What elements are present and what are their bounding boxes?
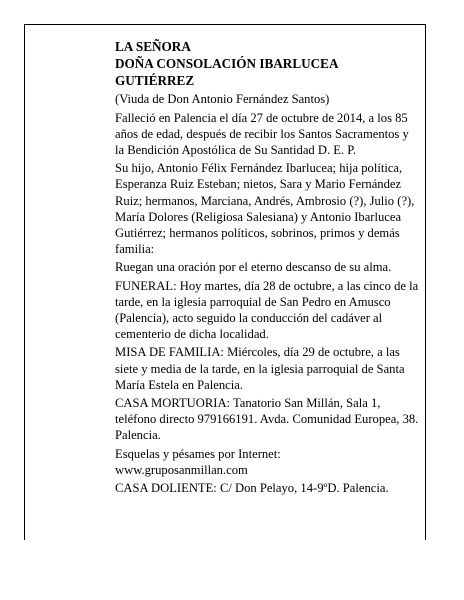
obituary-notice bbox=[24, 24, 426, 540]
mourning-house: CASA DOLIENTE: C/ Don Pelayo, 14-9ºD. Palencia. bbox=[115, 481, 389, 496]
family-list: Su hijo, Antonio Félix Fernández Ibarlucea; hija política, Esperanza Ruiz Esteban; nietos, Sara y Mario Fernández Ruiz; hermanos, Marciana, Andrés, Ambrosio (?), Julio (?), María Dolores (Religiosa Salesiana) y Antonio Ibarlucea Gutiérrez; hermanos políticos, sobrinos, primos y demás familia: bbox=[115, 161, 415, 257]
title-line-1: LA SEÑORA bbox=[115, 39, 191, 54]
internet-url: www.gruposanmillan.com bbox=[115, 462, 248, 477]
prayer-request: Ruegan una oración por el eterno descanso de su alma. bbox=[115, 260, 392, 275]
widow-of: (Viuda de Don Antonio Fernández Santos) bbox=[115, 92, 330, 107]
rip: D. E. P. bbox=[317, 143, 357, 157]
obituary-heading bbox=[115, 39, 419, 89]
obituary-content bbox=[115, 39, 419, 498]
deceased-name: DOÑA CONSOLACIÓN IBARLUCEA GUTIÉRREZ bbox=[115, 55, 338, 88]
death-announcement bbox=[115, 110, 419, 159]
funeral-details: FUNERAL: Hoy martes, día 28 de octubre, a las cinco de la tarde, en la iglesia parroquial de San Pedro en Amusco (Palencia), acto seguido la conducción del cadáver al cementerio de dicha localidad. bbox=[115, 278, 419, 342]
internet-label: Esquelas y pésames por Internet: bbox=[115, 446, 281, 461]
internet-condolences bbox=[115, 446, 419, 478]
family-mass-details: MISA DE FAMILIA: Miércoles, día 29 de octubre, a las siete y media de la tarde, en la iglesia parroquial de Santa María Estela en Palencia. bbox=[115, 345, 405, 392]
funeral-home-details: CASA MORTUORIA: Tanatorio San Millán, Sala 1, teléfono directo 979166191. Avda. Comunidad Europea, 38. Palencia. bbox=[115, 396, 419, 443]
death-text: Falleció en Palencia el día 27 de octubre de 2014, a los 85 años de edad, después de recibir los Santos Sacramentos y la Bendición Apostólica de Su Santidad bbox=[115, 110, 409, 157]
